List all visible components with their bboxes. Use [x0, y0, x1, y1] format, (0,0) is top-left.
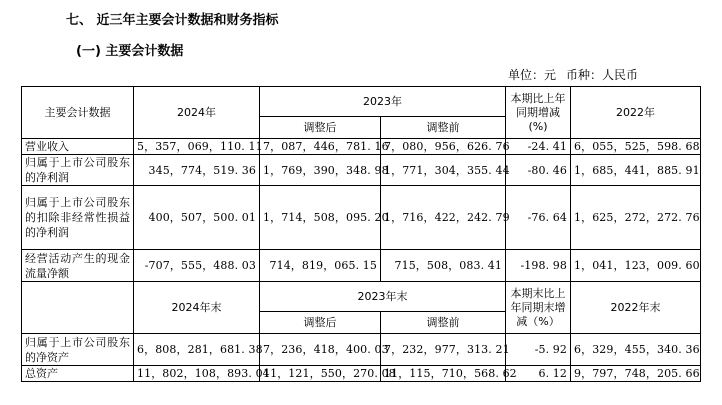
row-label: 营业收入 [22, 139, 134, 155]
table-row [22, 155, 701, 186]
value-change: -5. 92 [506, 334, 571, 366]
value-2022: 6，329，455，340. 36 [571, 334, 701, 366]
table-row [22, 250, 701, 282]
header-change: 本期比上年同期增减(%) [506, 87, 571, 139]
value-2023-before: 7，080，956，626. 76 [381, 139, 506, 155]
row-label: 归属于上市公司股东的扣除非经常性损益的净利润 [22, 186, 134, 250]
value-change: -80. 46 [506, 155, 571, 186]
row-label: 总资产 [22, 366, 134, 382]
value-2023-before: 1，716，422，242. 79 [381, 186, 506, 250]
value-2022: 1，685，441，885. 91 [571, 155, 701, 186]
value-2022: 1，041，123，009. 60 [571, 250, 701, 282]
header-2022: 2022年 [571, 87, 701, 139]
table-row [22, 186, 701, 250]
row-label: 归属于上市公司股东的净资产 [22, 334, 134, 366]
value-2024: 11，802，108，893. 04 [134, 366, 260, 382]
value-2022: 9，797，748，205. 66 [571, 366, 701, 382]
header-2024: 2024年 [134, 87, 260, 139]
value-2023-adjusted: 1，714，508，095. 20 [260, 186, 381, 250]
value-change: 6. 12 [506, 366, 571, 382]
value-2023-before: 11，115，710，568. 62 [381, 366, 506, 382]
value-2023-before: 715，508，083. 41 [381, 250, 506, 282]
row-label: 归属于上市公司股东的净利润 [22, 155, 134, 186]
value-2024: 400，507，500. 01 [134, 186, 260, 250]
header-item: 主要会计数据 [22, 87, 134, 139]
value-2023-adjusted: 7，236，418，400. 03 [260, 334, 381, 366]
value-change: -198. 98 [506, 250, 571, 282]
header-change-end: 本期末比上年同期末增减（%） [506, 282, 571, 334]
header-item-blank [22, 282, 134, 334]
value-2024: -707，555，488. 03 [134, 250, 260, 282]
table1-header-row [22, 87, 701, 117]
header-2022-end: 2022年末 [571, 282, 701, 334]
header-2023-end: 2023年末 [260, 282, 506, 312]
value-2023-before: 7，232，977，313. 21 [381, 334, 506, 366]
table-row [22, 334, 701, 366]
value-2023-adjusted: 1，769，390，348. 98 [260, 155, 381, 186]
value-2023-before: 1，771，304，355. 44 [381, 155, 506, 186]
header-2023: 2023年 [260, 87, 506, 117]
value-2022: 6，055，525，598. 68 [571, 139, 701, 155]
value-2022: 1，625，272，272. 76 [571, 186, 701, 250]
row-label: 经营活动产生的现金流量净额 [22, 250, 134, 282]
value-2023-adjusted: 714，819，065. 15 [260, 250, 381, 282]
table2-header-row [22, 282, 701, 312]
header-2023-before: 调整前 [381, 117, 506, 139]
value-change: -24. 41 [506, 139, 571, 155]
unit-line [508, 66, 638, 83]
header-2023-end-before: 调整前 [381, 312, 506, 334]
subsection-title: (一) 主要会计数据 [76, 44, 184, 59]
header-2023-end-adjusted: 调整后 [260, 312, 381, 334]
header-2023-adjusted: 调整后 [260, 117, 381, 139]
section-title: 七、 近三年主要会计数据和财务指标 [66, 13, 279, 28]
currency-label: 币种：人民币 [566, 68, 639, 82]
unit-label: 单位：元 [508, 68, 557, 82]
value-2024: 5，357，069，110. 11 [134, 139, 260, 155]
value-2023-adjusted: 7，087，446，781. 16 [260, 139, 381, 155]
value-change: -76. 64 [506, 186, 571, 250]
table-row [22, 366, 701, 382]
value-2023-adjusted: 11，121，550，270. 08 [260, 366, 381, 382]
header-2024-end: 2024年末 [134, 282, 260, 334]
value-2024: 6，808，281，681. 38 [134, 334, 260, 366]
table-row [22, 139, 701, 155]
value-2024: 345，774，519. 36 [134, 155, 260, 186]
accounting-data-table [21, 86, 701, 382]
